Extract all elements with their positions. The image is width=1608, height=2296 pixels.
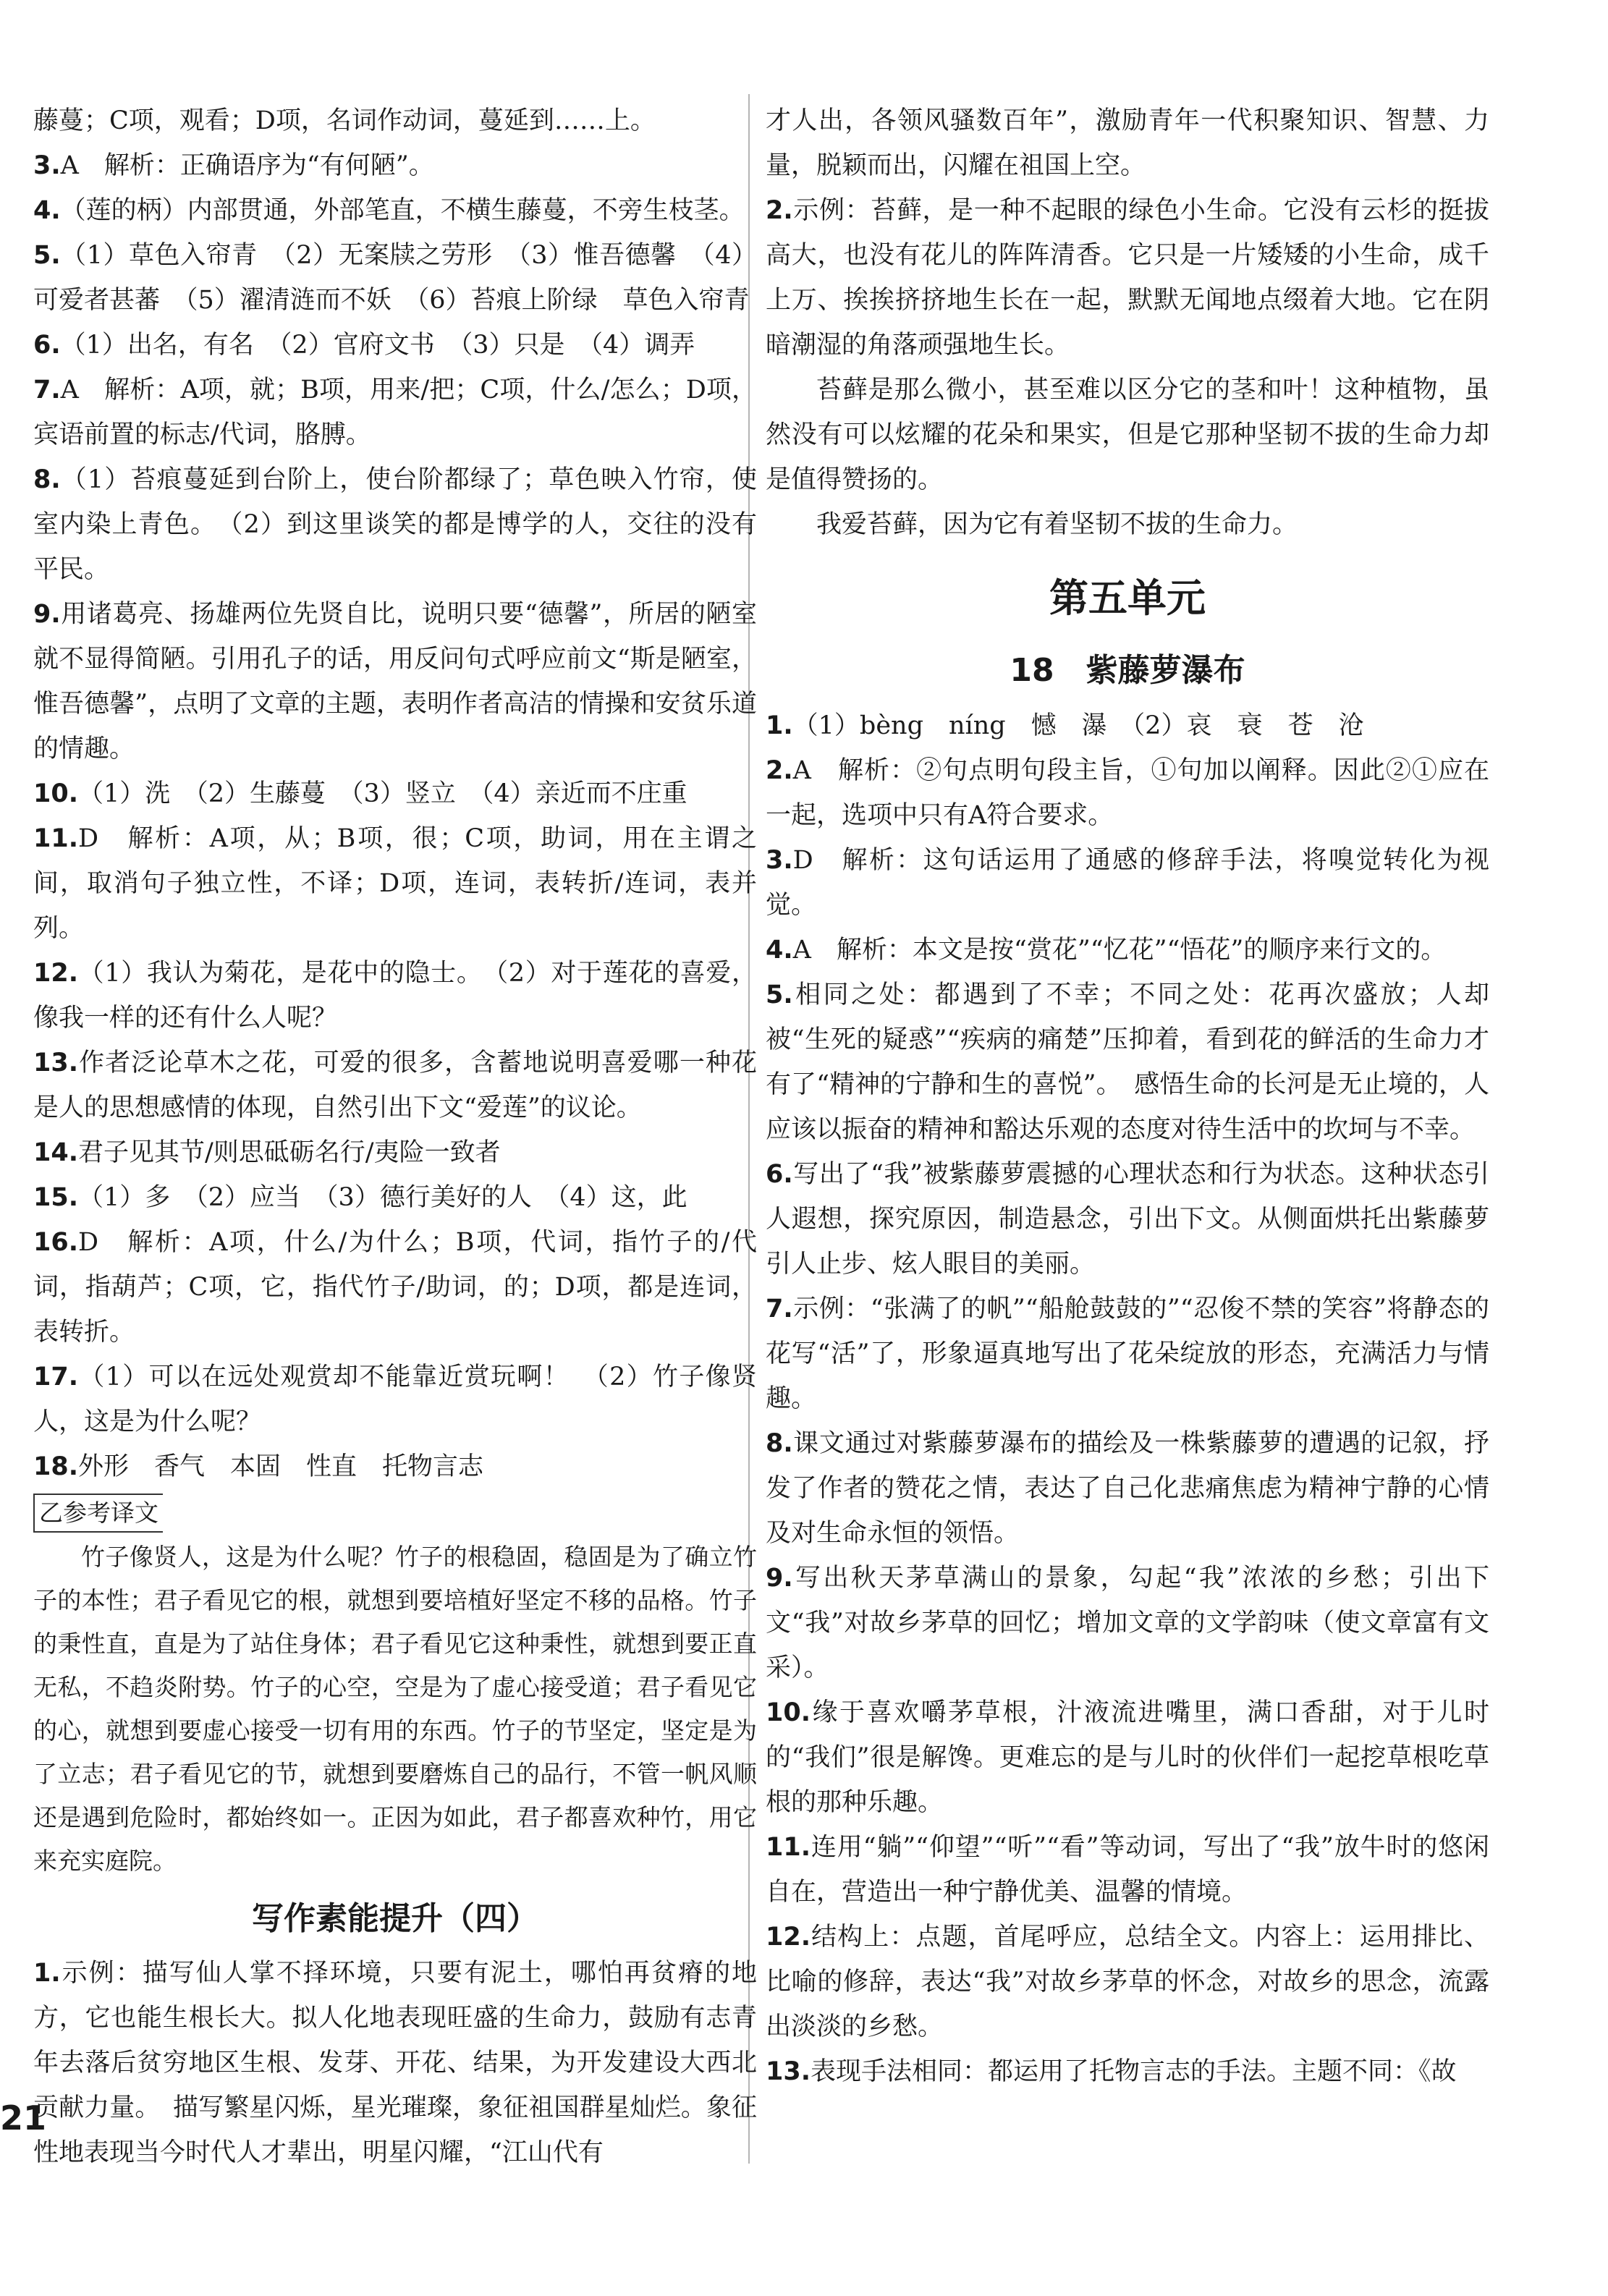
example-2-paragraph-3: 我爱苔藓，因为它有着坚韧不拔的生命力。 [816,510,1298,539]
item-text: （1）出名，有名 （2）官府文书 （3）只是 （4）调弄 [60,331,695,360]
item-number: 12. [33,959,79,988]
answer-item [33,1041,757,1130]
item-text: （1）草色入帘青 （2）无案牍之劳形 （3）惟吾德馨 （4）可爱者甚蕃 （5）濯清涟而不妖 （6）苔痕上阶绿 草色入帘青 [33,241,757,315]
item-number: 16. [33,1228,79,1257]
item-text: 缘于喜欢嚼茅草根，汁液流进嘴里，满口香甜，对于儿时的“我们”很是解馋。更难忘的是与儿时的伙伴们一起挖草根吃草根的那种乐趣。 [766,1698,1489,1817]
item-text: 示例：“张满了的帆”“船舱鼓鼓的”“忍俊不禁的笑容”将静态的花写“活”了，形象逼真地写出了花朵绽放的形态，充满活力与情趣。 [766,1295,1489,1413]
item-text: D 解析：这句话运用了通感的修辞手法，将嗅觉转化为视觉。 [766,846,1489,920]
item-number: 1. [33,1959,61,1988]
answer-item [766,748,1489,838]
item-text: 结构上：点题，首尾呼应，总结全文。内容上：运用排比、比喻的修辞，表达“我”对故乡茅草的怀念，对故乡的思念，流露出淡淡的乡愁。 [766,1923,1489,2041]
right-column [766,98,1489,2094]
item-number: 13. [766,2057,811,2086]
answer-item [766,838,1489,928]
item-number: 10. [33,779,79,808]
answer-item [33,592,757,771]
item-number: 5. [33,241,61,270]
item-number: 1. [766,711,793,740]
answer-item [766,2049,1489,2094]
item-text: （1）洗 （2）生藤蔓 （3）竖立 （4）亲近而不庄重 [78,779,687,808]
answer-item [33,143,757,188]
item-text: A 解析：A项，就；B项，用来/把；C项，什么/怎么；D项，宾语前置的标志/代词，胳膊。 [33,376,757,449]
item-text: （1）苔痕蔓延到台阶上，使台阶都绿了；草色映入竹帘，使室内染上青色。 （2）到这里谈笑的都是博学的人，交往的没有平民。 [33,465,757,584]
answer-item [766,703,1489,748]
answer-item [766,1421,1489,1556]
writing-answer-list [33,1951,757,2175]
answer-item [766,1915,1489,2049]
answer-item [33,951,757,1041]
answer-item [33,98,757,143]
answer-item [766,973,1489,1152]
item-text: 连用“躺”“仰望”“听”“看”等动词，写出了“我”放牛时的悠闲自在，营造出一种宁静优美、温馨的情境。 [766,1833,1489,1907]
answer-item [33,1175,757,1220]
item-text: （1）多 （2）应当 （3）德行美好的人 （4）这，此 [78,1183,687,1212]
item-number: 12. [766,1923,811,1952]
answer-item [33,1355,757,1444]
item-number: 4. [33,196,61,225]
item-text: 示例：描写仙人掌不择环境，只要有泥土，哪怕再贫瘠的地方，它也能生根长大。拟人化地表现旺盛的生命力，鼓励有志青年去落后贫穷地区生根、发芽、开花、结果，为开发建设大西北贡献力量。 描写繁星闪烁，星光璀璨，象征祖国群星灿烂。象征性地表现当今时代人才辈出，明星闪耀，“江山代有 [33,1959,757,2167]
item-text: 外形 香气 本固 性直 托物言志 [78,1452,484,1481]
example-2-paragraph-2: 苔藓是那么微小，甚至难以区分它的茎和叶！这种植物，虽然没有可以炫耀的花朵和果实，但是它那种坚韧不拔的生命力却是值得赞扬的。 [766,376,1489,494]
answer-item [33,1220,757,1355]
item-text: A 解析：本文是按“赏花”“忆花”“悟花”的顺序来行文的。 [792,936,1447,965]
item-text: 表现手法相同：都运用了托物言志的手法。主题不同：《故 [811,2057,1457,2086]
answer-item [33,771,757,816]
item-number: 9. [766,1564,793,1593]
item-number: 15. [33,1183,79,1212]
item-text: 作者泛论草木之花，可爱的很多，含蓄地说明喜爱哪一种花是人的思想感情的体现，自然引出下文“爱莲”的议论。 [33,1049,757,1122]
answer-item [33,1130,757,1175]
answer-item [33,368,757,457]
item-text: D 解析：A项，从；B项，很；C项，助词，用在主谓之间，取消句子独立性，不译；D项，连词，表转折/连词，表并列。 [33,824,757,943]
continued-text: 才人出，各领风骚数百年”，激励青年一代积聚知识、智慧、力量，脱颖而出，闪耀在祖国上空。 [766,106,1489,180]
item-number: 18. [33,1452,79,1481]
answer-item [33,233,757,323]
item-text: A 解析：②句点明句段主旨，①句加以阐释。因此②①应在一起，选项中只有A符合要求。 [766,756,1489,830]
item-number: 17. [33,1363,79,1391]
item-text: （1）可以在远处观赏却不能靠近赏玩啊！ （2）竹子像贤人，这是为什么呢？ [33,1363,757,1436]
left-answer-list [33,98,757,1489]
item-text: （莲的柄）内部贯通，外部笔直，不横生藤蔓，不旁生枝茎。 [60,196,745,225]
item-text: （1）bèng níng 憾 瀑 （2）哀 衰 苍 沧 [792,711,1364,740]
answer-item [766,1556,1489,1690]
item-number: 8. [33,465,61,494]
item-number: 9. [33,600,61,629]
item-number: 8. [766,1429,793,1458]
answer-item [766,1690,1489,1825]
page-number: 21 [0,2098,47,2138]
left-column [33,98,757,2175]
answer-item [33,188,757,233]
item-number: 14. [33,1138,79,1167]
item-text: 课文通过对紫藤萝瀑布的描绘及一株紫藤萝的遭遇的记叙，抒发了作者的赞花之情，表达了自己化悲痛焦虑为精神宁静的心情及对生命永恒的领悟。 [766,1429,1489,1548]
answer-item [766,928,1489,973]
item-text: （1）我认为菊花，是花中的隐士。 （2）对于莲花的喜爱，像我一样的还有什么人呢？ [33,959,757,1033]
item-number: 2. [766,756,793,785]
item-text: 用诸葛亮、扬雄两位先贤自比，说明只要“德馨”，所居的陋室就不显得简陋。引用孔子的话，用反问句式呼应前文“斯是陋室，惟吾德馨”，点明了文章的主题，表明作者高洁的情操和安贫乐道的情趣。 [33,600,757,763]
item-number: 6. [33,331,61,360]
item-number: 3. [33,151,61,180]
answer-item [766,1287,1489,1421]
writing-section-title: 写作素能提升（四） [252,1900,538,1937]
item-number: 11. [33,824,79,853]
item-number: 4. [766,936,793,965]
item-text: A 解析：正确语序为“有何陋”。 [60,151,434,180]
translation-text: 竹子像贤人，这是为什么呢？竹子的根稳固，稳固是为了确立竹子的本性；君子看见它的根，就想到要培植好坚定不移的品格。竹子的秉性直，直是为了站住身体；君子看见它这种秉性，就想到要正直无私，不趋炎附势。竹子的心空，空是为了虚心接受道；君子看见它的心，就想到要虚心接受一切有用的东西。竹子的节坚定，坚定是为了立志；君子看见它的节，就想到要磨炼自己的品行，不管一帆风顺还是遇到危险时，都始终如一。正因为如此，君子都喜欢种竹，用它来充实庭院。 [33,1543,757,1875]
answer-item [766,1152,1489,1287]
lesson-title: 18 紫藤萝瀑布 [1010,652,1245,689]
answer-item [766,1825,1489,1915]
item-number: 7. [766,1295,793,1323]
answer-item [33,1444,757,1489]
item-text: 君子见其节/则思砥砺名行/夷险一致者 [78,1138,501,1167]
item-text: 写出秋天茅草满山的景象，勾起“我”浓浓的乡愁；引出下文“我”对故乡茅草的回忆；增加文章的文学韵味（使文章富有文采）。 [766,1564,1489,1682]
answer-item [33,323,757,368]
item-number: 11. [766,1833,811,1862]
translation-label: 乙参考译文 [33,1494,163,1533]
item-number: 6. [766,1160,793,1189]
item-number: 5. [766,980,793,1009]
item-number: 10. [766,1698,811,1727]
item-number: 13. [33,1049,79,1077]
item-number: 3. [766,846,793,875]
item-text: 相同之处：都遇到了不幸；不同之处：花再次盛放；人却被“生死的疑惑”“疾病的痛楚”压抑着，看到花的鲜活的生命力才有了“精神的宁静和生的喜悦”。 感悟生命的长河是无止境的，人应该以振奋的精神和豁达乐观的态度对待生活中的坎坷与不幸。 [766,980,1489,1144]
item-text: 写出了“我”被紫藤萝震撼的心理状态和行为状态。这种状态引人遐想，探究原因，制造悬念，引出下文。从侧面烘托出紫藤萝引人止步、炫人眼目的美丽。 [766,1160,1489,1279]
item-text: 藤蔓；C项，观看；D项，名词作动词，蔓延到……上。 [33,106,656,135]
example-2: 2.示例：苔藓，是一种不起眼的绿色小生命。它没有云杉的挺拔高大，也没有花儿的阵阵清香。它只是一片矮矮的小生命，成千上万、挨挨挤挤地生长在一起，默默无闻地点缀着大地。它在阴暗潮湿的角落顽强地生长。 [766,196,1489,360]
item-number: 7. [33,376,61,404]
right-answer-list [766,703,1489,2094]
answer-item [33,457,757,592]
answer-item [33,1951,757,2175]
answer-item [33,816,757,951]
item-text: D 解析：A项，什么/为什么；B项，代词，指竹子的/代词，指葫芦；C项，它，指代竹子/助词，的；D项，都是连词，表转折。 [33,1228,757,1347]
unit-title: 第五单元 [1049,575,1206,621]
